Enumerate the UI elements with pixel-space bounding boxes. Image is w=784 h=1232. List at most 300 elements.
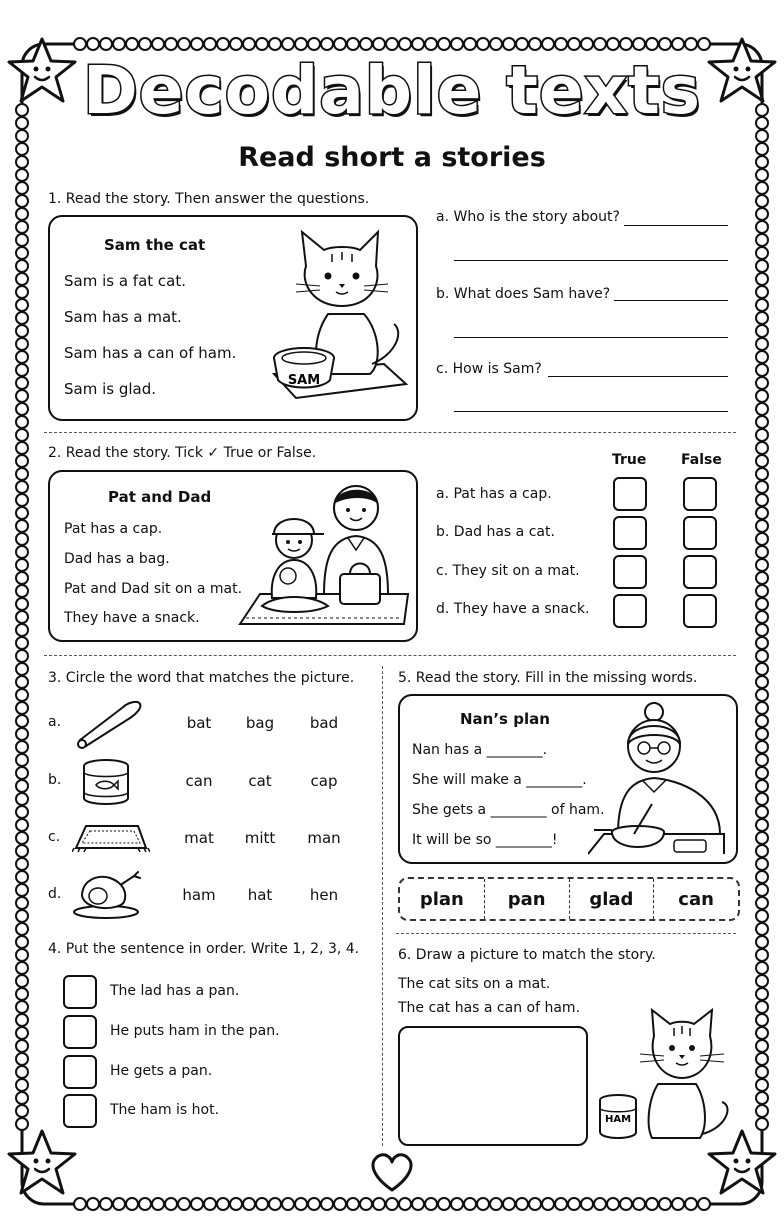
border-scallop <box>756 468 768 480</box>
page-title: Decodable texts <box>82 52 702 129</box>
border-scallop <box>16 260 28 272</box>
border-scallop <box>16 1092 28 1104</box>
border-scallop <box>451 38 463 50</box>
border-scallop <box>16 702 28 714</box>
answer-line[interactable] <box>614 300 728 301</box>
true-checkbox-c[interactable] <box>613 555 647 589</box>
answer-line[interactable] <box>454 260 728 261</box>
border-scallop <box>87 1198 99 1210</box>
border-scallop <box>756 741 768 753</box>
border-scallop <box>16 819 28 831</box>
border-scallop <box>581 1198 593 1210</box>
border-scallop <box>204 1198 216 1210</box>
order-box[interactable] <box>63 1094 97 1128</box>
heart-icon <box>368 1150 416 1194</box>
border-scallop <box>756 559 768 571</box>
border-scallop <box>16 1053 28 1065</box>
row-letter: b. <box>48 772 62 788</box>
answer-line[interactable] <box>548 376 728 377</box>
border-scallop <box>756 676 768 688</box>
section-divider <box>44 655 736 656</box>
border-scallop <box>16 130 28 142</box>
border-scallop <box>503 1198 515 1210</box>
true-checkbox-d[interactable] <box>613 594 647 628</box>
border-scallop <box>16 858 28 870</box>
border-scallop <box>581 38 593 50</box>
story-title-pat: Pat and Dad <box>108 488 212 506</box>
section1-instruction: 1. Read the story. Then answer the questions. <box>48 191 370 207</box>
border-scallop <box>16 364 28 376</box>
border-scallop <box>16 1079 28 1091</box>
border-scallop <box>756 832 768 844</box>
story-line: Nan has a ________. <box>412 742 548 758</box>
column-divider <box>382 666 383 1146</box>
border-scallop <box>16 546 28 558</box>
word-bank <box>398 877 740 921</box>
border-scallop <box>516 38 528 50</box>
section5-instruction: 5. Read the story. Fill in the missing words. <box>398 670 698 686</box>
border-scallop <box>16 884 28 896</box>
border-scallop <box>16 559 28 571</box>
story-line: Sam is a fat cat. <box>64 272 187 290</box>
story-line: Sam is glad. <box>64 380 157 398</box>
border-scallop <box>16 780 28 792</box>
border-scallop <box>16 1066 28 1078</box>
border-scallop <box>756 702 768 714</box>
pat-and-dad-icon <box>236 478 412 632</box>
border-scallop <box>16 234 28 246</box>
border-scallop <box>100 1198 112 1210</box>
word-choice[interactable]: ham <box>182 886 216 904</box>
border-scallop <box>607 1198 619 1210</box>
story-line: Pat has a cap. <box>64 521 163 537</box>
border-scallop <box>516 1198 528 1210</box>
border-scallop <box>16 1040 28 1052</box>
false-checkbox-c[interactable] <box>683 555 717 589</box>
border-scallop <box>464 38 476 50</box>
border-scallop <box>490 1198 502 1210</box>
section2-instruction: 2. Read the story. Tick ✓ True or False. <box>48 445 317 461</box>
border-scallop <box>16 793 28 805</box>
order-sentence: He gets a pan. <box>110 1063 213 1079</box>
border-scallop <box>659 38 671 50</box>
border-scallop <box>756 715 768 727</box>
border-scallop <box>425 1198 437 1210</box>
border-scallop <box>16 221 28 233</box>
border-scallop <box>16 936 28 948</box>
border-scallop <box>165 38 177 50</box>
border-scallop <box>16 273 28 285</box>
border-scallop <box>16 572 28 584</box>
row-letter: d. <box>48 886 62 902</box>
border-scallop <box>607 38 619 50</box>
story-title-sam: Sam the cat <box>104 236 206 254</box>
story-title-nan: Nan’s plan <box>460 710 550 728</box>
border-scallop <box>191 38 203 50</box>
statement-a: a. Pat has a cap. <box>436 486 552 502</box>
border-scallop <box>16 1001 28 1013</box>
border-scallop <box>126 38 138 50</box>
story-line: They have a snack. <box>64 610 200 626</box>
section-divider <box>44 432 736 433</box>
story-line: She will make a ________. <box>412 772 587 788</box>
border-scallop <box>16 390 28 402</box>
border-scallop <box>334 1198 346 1210</box>
story-line: It will be so ________! <box>412 832 558 848</box>
border-scallop <box>16 1027 28 1039</box>
cat-with-can-icon <box>596 1008 738 1142</box>
border-scallop <box>295 38 307 50</box>
border-scallop <box>529 38 541 50</box>
border-scallop <box>16 377 28 389</box>
border-scallop <box>633 1198 645 1210</box>
border-scallop <box>282 38 294 50</box>
word-choice[interactable]: bad <box>309 714 339 732</box>
border-scallop <box>217 1198 229 1210</box>
border-scallop <box>321 38 333 50</box>
border-scallop <box>425 38 437 50</box>
border-scallop <box>256 38 268 50</box>
border-scallop <box>217 38 229 50</box>
order-sentence: The lad has a pan. <box>110 983 240 999</box>
section4-instruction: 4. Put the sentence in order. Write 1, 2, 3, 4. <box>48 941 360 957</box>
border-scallop <box>347 38 359 50</box>
border-scallop <box>16 585 28 597</box>
border-scallop <box>139 1198 151 1210</box>
border-scallop <box>756 637 768 649</box>
border-scallop <box>756 533 768 545</box>
border-scallop <box>756 208 768 220</box>
border-scallop <box>756 611 768 623</box>
false-checkbox-b[interactable] <box>683 516 717 550</box>
border-scallop <box>756 1053 768 1065</box>
border-scallop <box>756 780 768 792</box>
star-icon <box>6 1128 78 1198</box>
border-scallop <box>16 286 28 298</box>
border-scallop <box>113 1198 125 1210</box>
border-scallop <box>756 949 768 961</box>
order-box[interactable] <box>63 975 97 1009</box>
border-scallop <box>412 1198 424 1210</box>
border-scallop <box>756 689 768 701</box>
border-scallop <box>756 910 768 922</box>
border-scallop <box>152 1198 164 1210</box>
border-scallop <box>555 1198 567 1210</box>
border-scallop <box>16 338 28 350</box>
border-scallop <box>16 988 28 1000</box>
border-scallop <box>16 715 28 727</box>
border-scallop <box>321 1198 333 1210</box>
word-choice[interactable]: bag <box>245 714 275 732</box>
border-scallop <box>243 1198 255 1210</box>
border-scallop <box>347 1198 359 1210</box>
story-line: The cat has a can of ham. <box>398 1000 581 1016</box>
false-checkbox-a[interactable] <box>683 477 717 511</box>
border-scallop <box>633 38 645 50</box>
border-scallop <box>16 650 28 662</box>
word-choice[interactable]: cap <box>310 772 338 790</box>
border-scallop <box>756 247 768 259</box>
row-letter: a. <box>48 714 62 730</box>
border-scallop <box>756 195 768 207</box>
border-scallop <box>756 221 768 233</box>
border-scallop <box>477 38 489 50</box>
true-checkbox-b[interactable] <box>613 516 647 550</box>
border-scallop <box>295 1198 307 1210</box>
border-scallop <box>756 975 768 987</box>
border-scallop <box>16 494 28 506</box>
statement-d: d. They have a snack. <box>436 601 590 617</box>
answer-line[interactable] <box>454 411 728 412</box>
border-scallop <box>756 988 768 1000</box>
border-scallop <box>16 975 28 987</box>
bowl-label: SAM <box>287 373 321 388</box>
border-scallop <box>756 936 768 948</box>
border-scallop <box>756 754 768 766</box>
border-scallop <box>756 1014 768 1026</box>
border-scallop <box>756 286 768 298</box>
border-scallop <box>16 897 28 909</box>
border-scallop <box>756 377 768 389</box>
border-scallop <box>386 1198 398 1210</box>
border-scallop <box>178 38 190 50</box>
border-scallop <box>477 1198 489 1210</box>
question-a: a. Who is the story about? <box>436 209 620 225</box>
word-choice[interactable]: hen <box>309 886 339 904</box>
border-scallop <box>756 455 768 467</box>
border-scallop <box>490 38 502 50</box>
border-scallop <box>16 468 28 480</box>
border-scallop <box>191 1198 203 1210</box>
border-scallop <box>16 312 28 324</box>
border-scallop <box>756 728 768 740</box>
story-line: Sam has a can of ham. <box>64 344 237 362</box>
word-bank-item[interactable]: pan <box>485 879 570 919</box>
drawing-area[interactable] <box>398 1026 588 1146</box>
border-scallop <box>139 38 151 50</box>
order-box[interactable] <box>63 1015 97 1049</box>
border-scallop <box>756 1105 768 1117</box>
border-scallop <box>685 1198 697 1210</box>
border-scallop <box>16 754 28 766</box>
border-scallop <box>756 819 768 831</box>
border-scallop <box>152 38 164 50</box>
border-scallop <box>756 1092 768 1104</box>
border-scallop <box>399 1198 411 1210</box>
border-scallop <box>16 663 28 675</box>
border-scallop <box>542 38 554 50</box>
row-letter: c. <box>48 829 61 845</box>
border-scallop <box>373 1198 385 1210</box>
grandma-cooking-icon <box>588 700 728 858</box>
border-scallop <box>269 38 281 50</box>
border-scallop <box>756 520 768 532</box>
border-scallop <box>756 481 768 493</box>
border-scallop <box>756 1040 768 1052</box>
word-choice[interactable]: cat <box>248 772 272 790</box>
border-scallop <box>594 1198 606 1210</box>
border-scallop <box>334 38 346 50</box>
border-scallop <box>568 1198 580 1210</box>
mat-icon <box>72 822 150 852</box>
border-scallop <box>756 897 768 909</box>
order-sentence: He puts ham in the pan. <box>110 1023 280 1039</box>
border-scallop <box>230 1198 242 1210</box>
border-scallop <box>620 1198 632 1210</box>
border-scallop <box>16 728 28 740</box>
border-scallop <box>756 598 768 610</box>
border-scallop <box>756 403 768 415</box>
border-scallop <box>243 38 255 50</box>
answer-line[interactable] <box>454 337 728 338</box>
question-c: c. How is Sam? <box>436 361 542 377</box>
border-scallop <box>16 910 28 922</box>
border-scallop <box>269 1198 281 1210</box>
border-scallop <box>756 299 768 311</box>
border-scallop <box>308 38 320 50</box>
border-scallop <box>594 38 606 50</box>
word-bank-item[interactable]: can <box>678 888 714 910</box>
border-scallop <box>756 1001 768 1013</box>
page-subtitle: Read short a stories <box>238 142 546 173</box>
border-scallop <box>756 364 768 376</box>
border-scallop <box>16 949 28 961</box>
border-scallop <box>756 442 768 454</box>
border-scallop <box>756 806 768 818</box>
order-sentence: The ham is hot. <box>110 1102 220 1118</box>
border-scallop <box>646 1198 658 1210</box>
border-scallop <box>386 38 398 50</box>
border-scallop <box>756 1079 768 1091</box>
border-scallop <box>16 676 28 688</box>
true-checkbox-a[interactable] <box>613 477 647 511</box>
border-scallop <box>756 338 768 350</box>
border-scallop <box>568 38 580 50</box>
border-scallop <box>756 845 768 857</box>
border-scallop <box>451 1198 463 1210</box>
border-scallop <box>100 38 112 50</box>
border-scallop <box>16 442 28 454</box>
border-scallop <box>16 208 28 220</box>
tin-can-icon <box>80 758 132 808</box>
border-scallop <box>503 38 515 50</box>
border-scallop <box>542 1198 554 1210</box>
section-divider <box>396 933 736 934</box>
border-scallop <box>16 1014 28 1026</box>
word-choice[interactable]: man <box>307 829 341 847</box>
statement-c: c. They sit on a mat. <box>436 563 580 579</box>
border-scallop <box>756 312 768 324</box>
border-scallop <box>620 38 632 50</box>
border-scallop <box>16 806 28 818</box>
word-choice[interactable]: can <box>185 772 213 790</box>
border-scallop <box>756 767 768 779</box>
border-scallop <box>16 923 28 935</box>
border-scallop <box>646 38 658 50</box>
border-scallop <box>16 520 28 532</box>
baseball-bat-icon <box>74 694 144 750</box>
border-scallop <box>756 884 768 896</box>
border-scallop <box>756 325 768 337</box>
border-scallop <box>438 1198 450 1210</box>
border-scallop <box>756 260 768 272</box>
border-scallop <box>756 130 768 142</box>
border-scallop <box>16 403 28 415</box>
border-scallop <box>16 429 28 441</box>
border-scallop <box>360 38 372 50</box>
border-scallop <box>756 234 768 246</box>
border-scallop <box>204 38 216 50</box>
border-scallop <box>373 38 385 50</box>
border-scallop <box>256 1198 268 1210</box>
border-scallop <box>756 650 768 662</box>
border-scallop <box>672 38 684 50</box>
answer-line[interactable] <box>624 225 728 226</box>
border-scallop <box>360 1198 372 1210</box>
order-box[interactable] <box>63 1055 97 1089</box>
border-scallop <box>756 507 768 519</box>
border-scallop <box>16 689 28 701</box>
border-scallop <box>16 962 28 974</box>
story-line: Dad has a bag. <box>64 551 170 567</box>
word-choice[interactable]: bat <box>186 714 212 732</box>
border-scallop <box>16 741 28 753</box>
border-scallop <box>16 637 28 649</box>
border-scallop <box>756 546 768 558</box>
word-choice[interactable]: hat <box>247 886 273 904</box>
border-scallop <box>672 1198 684 1210</box>
border-scallop <box>756 273 768 285</box>
question-b: b. What does Sam have? <box>436 286 611 302</box>
story-line: The cat sits on a mat. <box>398 976 551 992</box>
section6-instruction: 6. Draw a picture to match the story. <box>398 947 656 963</box>
border-scallop <box>698 1198 710 1210</box>
word-bank-item[interactable]: plan <box>400 879 485 919</box>
border-scallop <box>412 38 424 50</box>
border-scallop <box>16 832 28 844</box>
border-scallop <box>16 767 28 779</box>
border-scallop <box>16 481 28 493</box>
border-scallop <box>756 429 768 441</box>
can-label: HAM <box>604 1114 632 1125</box>
border-scallop <box>659 1198 671 1210</box>
word-choice[interactable]: mitt <box>244 829 276 847</box>
border-scallop <box>756 1066 768 1078</box>
story-line: Sam has a mat. <box>64 308 182 326</box>
border-scallop <box>685 38 697 50</box>
border-scallop <box>399 38 411 50</box>
false-checkbox-d[interactable] <box>683 594 717 628</box>
border-scallop <box>756 1027 768 1039</box>
word-choice[interactable]: mat <box>184 829 214 847</box>
border-scallop <box>756 858 768 870</box>
border-scallop <box>756 416 768 428</box>
border-scallop <box>555 38 567 50</box>
border-scallop <box>16 507 28 519</box>
border-scallop <box>16 598 28 610</box>
border-scallop <box>74 1198 86 1210</box>
border-scallop <box>16 182 28 194</box>
border-scallop <box>16 611 28 623</box>
border-scallop <box>16 416 28 428</box>
border-scallop <box>16 871 28 883</box>
border-scallop <box>16 325 28 337</box>
word-bank-item[interactable]: glad <box>570 879 655 919</box>
border-scallop <box>756 793 768 805</box>
border-scallop <box>178 1198 190 1210</box>
story-line: She gets a ________ of ham. <box>412 802 605 818</box>
border-scallop <box>16 455 28 467</box>
